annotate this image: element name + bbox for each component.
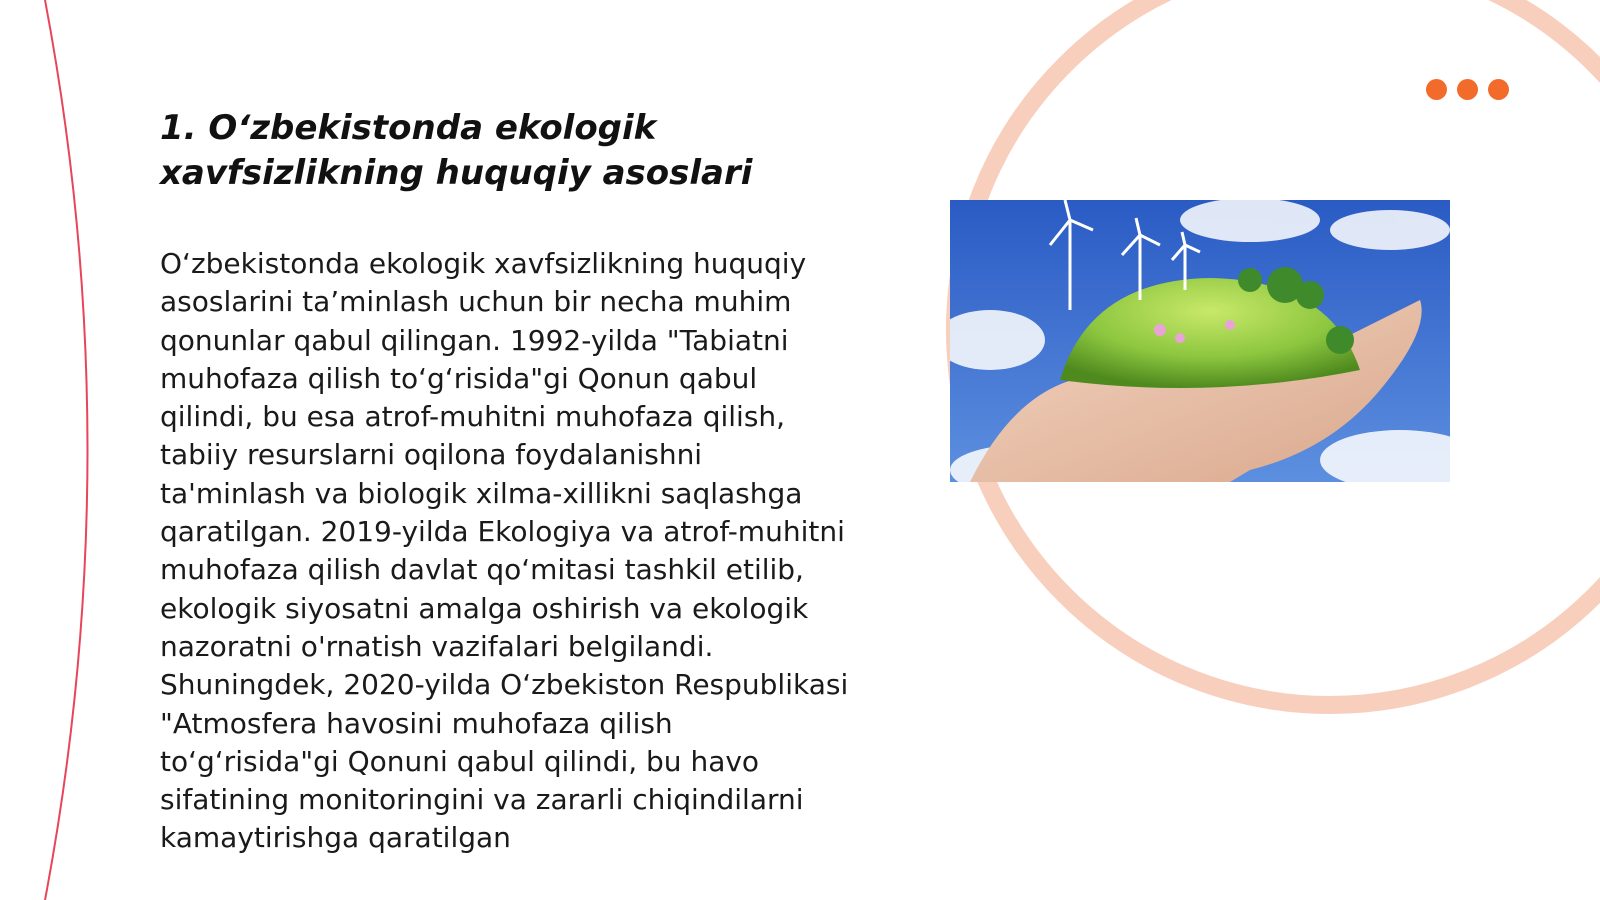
menu-dots (1426, 79, 1509, 100)
dot (1488, 79, 1509, 100)
left-curve-line (45, 0, 88, 900)
slide-body-text: O‘zbekistonda ekologik xavfsizlikning huquqiy asoslarini ta’minlash uchun bir necha muhim qonunlar qabul qilingan. 1992-yilda "Tabiatni muhofaza qilish to‘g‘risida"gi Qonun qabul qilindi, bu esa atrof-muhitni muhofaza qilish, tabiiy resurslarni oqilona foydalanishni ta'minlash va biologik xilma-xillikni saqlashga qaratilgan. 2019-yilda Ekologiya va atrof-muhitni muhofaza qilish davlat qo‘mitasi tashkil etilib, ekologik siyosatni amalga oshirish va ekologik nazoratni o'rnatish vazifalari belgilandi. Shuningdek, 2020-yilda O‘zbekiston Respublikasi "Atmosfera havosini muhofaza qilish to‘g‘risida"gi Qonuni qabul qilindi, bu havo sifatining monitoringini va zararli chiqindilarni kamaytirishga qaratilgan (160, 247, 849, 855)
dot (1426, 79, 1447, 100)
dot (1457, 79, 1478, 100)
eco-globe-photo (950, 200, 1450, 482)
slide-title: 1. O‘zbekistonda ekologik xavfsizlikning huquqiy asoslari (160, 108, 753, 193)
